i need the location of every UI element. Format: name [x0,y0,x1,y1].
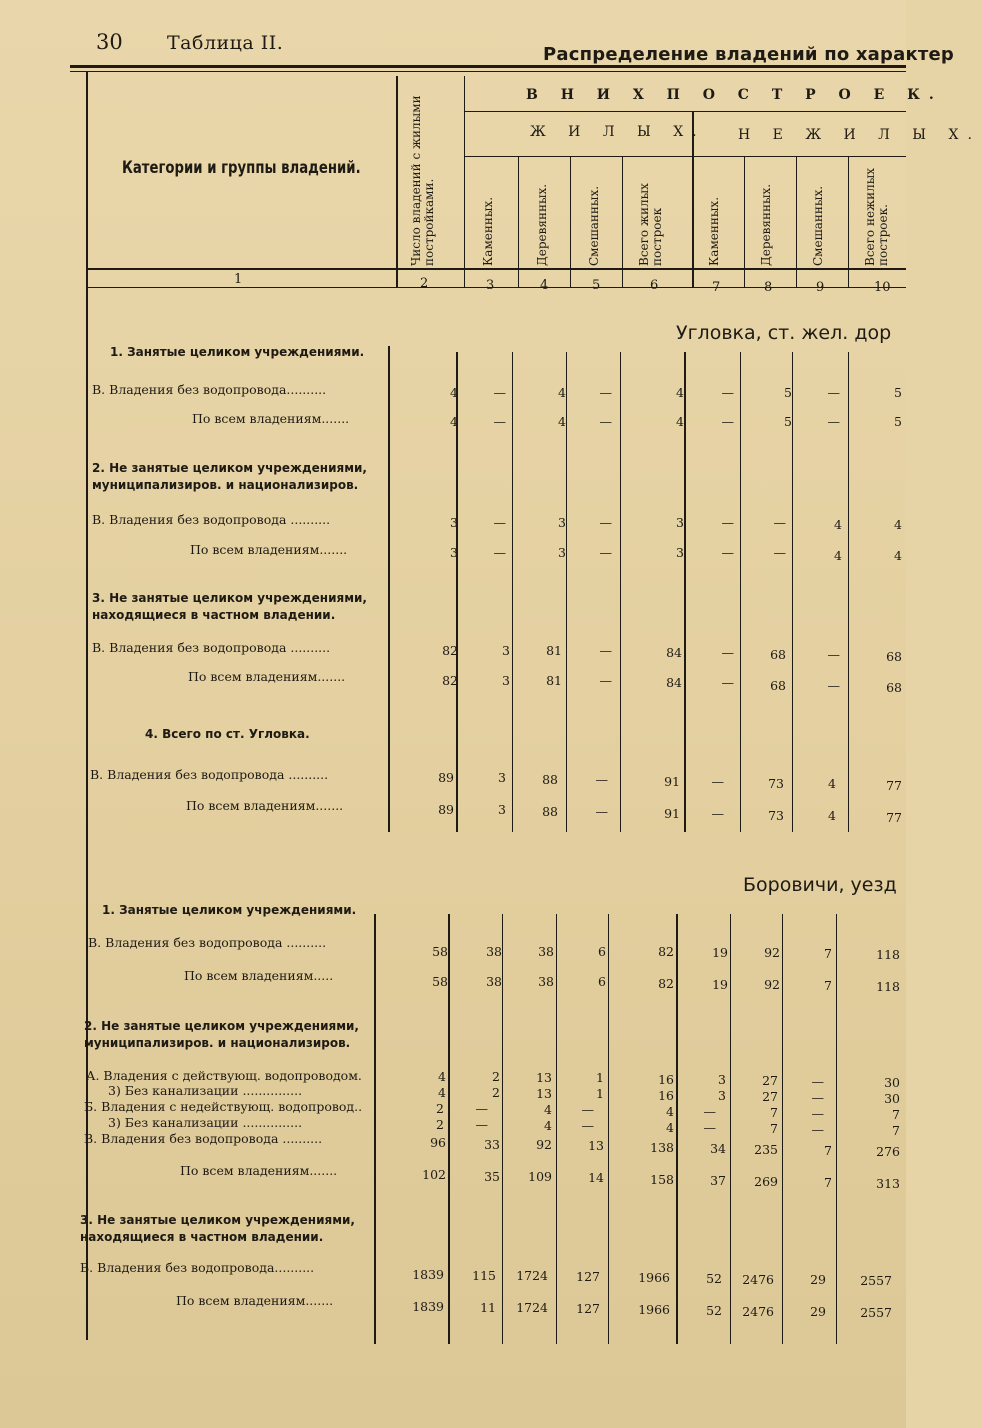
cell: 4 [834,517,842,532]
header-divider [796,156,797,288]
cell: — [721,515,734,530]
cell: — [721,385,734,400]
cell: 4 [544,1118,552,1133]
cell: 81 [546,643,562,658]
row-label: В. Владения без водопровода.......... [92,382,327,397]
cell: 3 [450,515,458,530]
cell: 4 [544,1102,552,1117]
cell: 88 [542,804,558,819]
cell: 3 [502,673,510,688]
body-divider [730,914,731,1344]
group-title: 3. Не занятые целиком учреждениями, находящиеся в частном владении. [92,591,367,622]
cell: 5 [894,385,902,400]
cell: 2 [436,1117,444,1132]
group-title: 1. Занятые целиком учреждениями. [102,903,357,917]
cell: — [599,414,612,429]
cell: 2557 [860,1305,892,1320]
cell: — [827,647,840,662]
colnum: 2 [420,276,429,291]
cell: 4 [666,1120,674,1135]
colnum: 3 [486,278,495,293]
cell: 13 [536,1070,552,1085]
row-label: 3) Без канализации ............... [108,1083,303,1098]
cell: — [773,545,786,560]
row-label: По всем владениям....... [188,669,346,684]
cell: 52 [706,1303,722,1318]
cell: — [711,806,724,821]
cell: 102 [422,1167,446,1182]
cell: 118 [876,979,900,994]
cell: 3 [498,802,506,817]
row-label: По всем владениям....... [192,411,350,426]
total-nonres-header: Всего нежилых построек. [863,167,890,266]
table-left-edge [86,288,88,1340]
body-divider [448,914,450,1344]
cell: 4 [828,776,836,791]
cell: 4 [834,548,842,563]
cell: 7 [892,1107,900,1122]
cell: 30 [884,1091,900,1106]
cell: 1 [596,1070,604,1085]
cell: 68 [770,647,786,662]
cell: 73 [768,808,784,823]
cell: 3 [718,1072,726,1087]
cell: — [475,1101,488,1116]
cell: 7 [824,1175,832,1190]
cell: — [703,1104,716,1119]
cell: 14 [588,1170,604,1185]
cell: — [811,1106,824,1121]
cell: 92 [764,977,780,992]
row-label: Б. Владения с недействующ. водопровод.. [84,1099,363,1114]
cell: 81 [546,673,562,688]
cell: — [493,414,506,429]
cell: 19 [712,945,728,960]
cell: 13 [588,1138,604,1153]
colnum-rule [86,287,906,288]
body-divider [792,352,793,832]
header-divider [464,76,465,288]
cell: 29 [810,1304,826,1319]
header-divider [848,156,849,288]
wooden-nonres-header: Деревянных. [759,183,773,266]
colnum: 8 [764,280,773,295]
cell: 4 [828,808,836,823]
cell: 313 [876,1176,900,1191]
cell: 118 [876,947,900,962]
cell: 3 [450,545,458,560]
group-title: 1. Занятые целиком учреждениями. [110,345,365,359]
cell: — [721,414,734,429]
cell: 7 [824,1143,832,1158]
cell: 35 [484,1169,500,1184]
cell: — [721,675,734,690]
cell: 5 [894,414,902,429]
cell: 2 [436,1101,444,1116]
mixed-nonres-header: Смешанных. [811,185,825,266]
cell: 38 [538,974,554,989]
colnum: 5 [592,278,601,293]
cell: 82 [442,643,458,658]
cell: 77 [886,810,902,825]
colnum: 1 [234,272,243,287]
cell: — [493,385,506,400]
cell: 115 [472,1268,496,1283]
table-name: Таблица II. [167,32,284,54]
cell: 4 [438,1069,446,1084]
cell: — [493,545,506,560]
cell: 127 [576,1269,600,1284]
group-title: 3. Не занятые целиком учреждениями, находящиеся в частном владении. [80,1213,355,1244]
body-divider [782,914,783,1344]
colnum: 9 [816,280,825,295]
cell: 38 [486,944,502,959]
cell: 91 [664,806,680,821]
row-label: В. Владения без водопровода .......... [84,1131,323,1146]
colnum: 6 [650,278,659,293]
cell: 5 [784,385,792,400]
body-divider [836,914,837,1344]
cell: — [711,774,724,789]
cell: 3 [676,515,684,530]
cell: — [773,515,786,530]
row-label: В. Владения без водопровода .......... [88,935,327,950]
cell: 2 [492,1085,500,1100]
cell: 3 [558,545,566,560]
header-subrule [464,156,906,157]
cell: 11 [480,1300,496,1315]
cell: — [721,645,734,660]
cell: 38 [538,944,554,959]
row-label: А. Владения с действующ. водопроводом. [86,1068,362,1083]
cell: 16 [658,1088,674,1103]
cell: 52 [706,1271,722,1286]
cell: 1724 [516,1268,548,1283]
header-divider [570,156,571,288]
cell: 127 [576,1301,600,1316]
cell: — [581,1118,594,1133]
cell: — [581,1102,594,1117]
body-divider [566,352,567,832]
header-divider [518,156,519,288]
cell: 16 [658,1072,674,1087]
cell: 4 [558,414,566,429]
body-divider [620,352,621,832]
cell: 7 [770,1121,778,1136]
row-label: В. Владения без водопровода .......... [90,767,329,782]
cell: 82 [442,673,458,688]
cell: 1839 [412,1299,444,1314]
cell: 89 [438,770,454,785]
body-divider [512,352,513,832]
cell: — [599,673,612,688]
row-label: По всем владениям....... [186,798,344,813]
cell: 68 [770,678,786,693]
cell: — [599,515,612,530]
header-divider [622,156,623,288]
row-label: По всем владениям....... [180,1163,338,1178]
cell: 73 [768,776,784,791]
row-label: 3) Без канализации ............... [108,1115,303,1130]
cell: 158 [650,1172,674,1187]
cell: 84 [666,675,682,690]
mixed-header: Смешанных. [587,185,601,266]
cell: 3 [558,515,566,530]
nonresidential-header: Н Е Ж И Л Ы Х. [738,127,981,143]
cell: 29 [810,1272,826,1287]
row-label: По всем владениям....... [190,542,348,557]
cell: 1966 [638,1270,670,1285]
cell: 2557 [860,1273,892,1288]
residential-header: Ж И Л Ы Х. [530,124,706,140]
cell: — [595,772,608,787]
row-label: В. Владения без водопровода .......... [92,512,331,527]
cell: — [811,1090,824,1105]
cell: — [811,1122,824,1137]
cell: 37 [710,1173,726,1188]
cell: 3 [718,1088,726,1103]
body-divider [848,352,849,832]
cell: 1724 [516,1300,548,1315]
body-divider [556,914,557,1344]
group-title: 2. Не занятые целиком учреждениями, муниципализиров. и национализиров. [92,461,367,492]
cell: 34 [710,1141,726,1156]
row-label: В. Владения без водопровода .......... [92,640,331,655]
cell: 33 [484,1137,500,1152]
cell: 58 [432,944,448,959]
cell: 109 [528,1169,552,1184]
cell: 96 [430,1135,446,1150]
cell: 84 [666,645,682,660]
cell: 7 [824,978,832,993]
cell: 7 [824,946,832,961]
wooden-header: Деревянных. [535,183,549,266]
cell: 4 [894,548,902,563]
cell: 92 [536,1137,552,1152]
count-header: Число владений с жилыми постройками. [409,95,436,266]
body-divider [684,352,686,832]
cell: — [827,414,840,429]
cell: 3 [676,545,684,560]
body-divider [740,352,741,832]
group-title: 2. Не занятые целиком учреждениями, муниципализиров. и национализиров. [84,1019,359,1050]
cell: — [595,804,608,819]
cell: — [599,385,612,400]
group-header: В Н И Х П О С Т Р О Е К. [526,87,943,103]
cell: 4 [450,385,458,400]
cell: 88 [542,772,558,787]
stone-header: Каменных. [481,196,495,266]
cell: 77 [886,778,902,793]
cell: — [811,1074,824,1089]
cell: 58 [432,974,448,989]
cell: — [475,1117,488,1132]
cell: 4 [558,385,566,400]
header-bottom-rule [86,268,906,270]
cell: 6 [598,974,606,989]
cell: 1839 [412,1267,444,1282]
cell: 7 [892,1123,900,1138]
header-left-edge [86,72,88,288]
cell: — [827,385,840,400]
cell: — [493,515,506,530]
header-divider [744,156,745,288]
cell: 27 [762,1073,778,1088]
cell: — [703,1120,716,1135]
cell: 4 [676,385,684,400]
cell: 19 [712,977,728,992]
cell: 235 [754,1142,778,1157]
cell: 92 [764,945,780,960]
colnum: 7 [712,280,721,295]
header-divider [396,76,398,288]
cell: 89 [438,802,454,817]
body-divider [608,914,609,1344]
cell: 6 [598,944,606,959]
page-number: 30 [96,30,123,54]
cell: 269 [754,1174,778,1189]
row-label: По всем владениям....... [176,1293,334,1308]
cell: 82 [658,976,674,991]
cell: — [827,678,840,693]
cell: 138 [650,1140,674,1155]
body-divider [502,914,503,1344]
section-title: Угловка, ст. жел. дор [676,322,892,344]
cell: 4 [676,414,684,429]
colnum: 10 [874,280,891,295]
section-title: Боровичи, уезд [743,874,897,896]
total-residential-header: Всего жилых построек [637,183,664,266]
cell: 2476 [742,1272,774,1287]
cell: 1 [596,1086,604,1101]
cell: — [599,643,612,658]
cell: 4 [666,1104,674,1119]
body-divider [676,914,678,1344]
cell: 27 [762,1089,778,1104]
cell: 68 [886,680,902,695]
cell: 30 [884,1075,900,1090]
cell: 82 [658,944,674,959]
group-title: 4. Всего по ст. Угловка. [145,727,310,741]
top-rule-thin [70,71,906,72]
cell: 1966 [638,1302,670,1317]
cell: 68 [886,649,902,664]
cell: 38 [486,974,502,989]
header-subrule [464,111,906,112]
row-label: По всем владениям..... [184,968,334,983]
colnum: 4 [540,278,549,293]
cell: 4 [438,1085,446,1100]
body-divider [388,346,390,832]
cell: 4 [894,517,902,532]
stone-nonres-header: Каменных. [707,196,721,266]
cell: 3 [502,643,510,658]
cell: 3 [498,770,506,785]
row-label: В. Владения без водопровода.......... [80,1260,315,1275]
cell: 2 [492,1069,500,1084]
cell: 276 [876,1144,900,1159]
category-header: Категории и группы владений. [122,158,361,178]
cell: — [721,545,734,560]
cell: — [599,545,612,560]
cell: 13 [536,1086,552,1101]
body-divider [374,914,376,1344]
cell: 2476 [742,1304,774,1319]
top-rule [70,65,906,68]
cell: 5 [784,414,792,429]
cell: 91 [664,774,680,789]
cell: 4 [450,414,458,429]
cell: 7 [770,1105,778,1120]
page-title: Распределение владений по характер [543,44,954,65]
